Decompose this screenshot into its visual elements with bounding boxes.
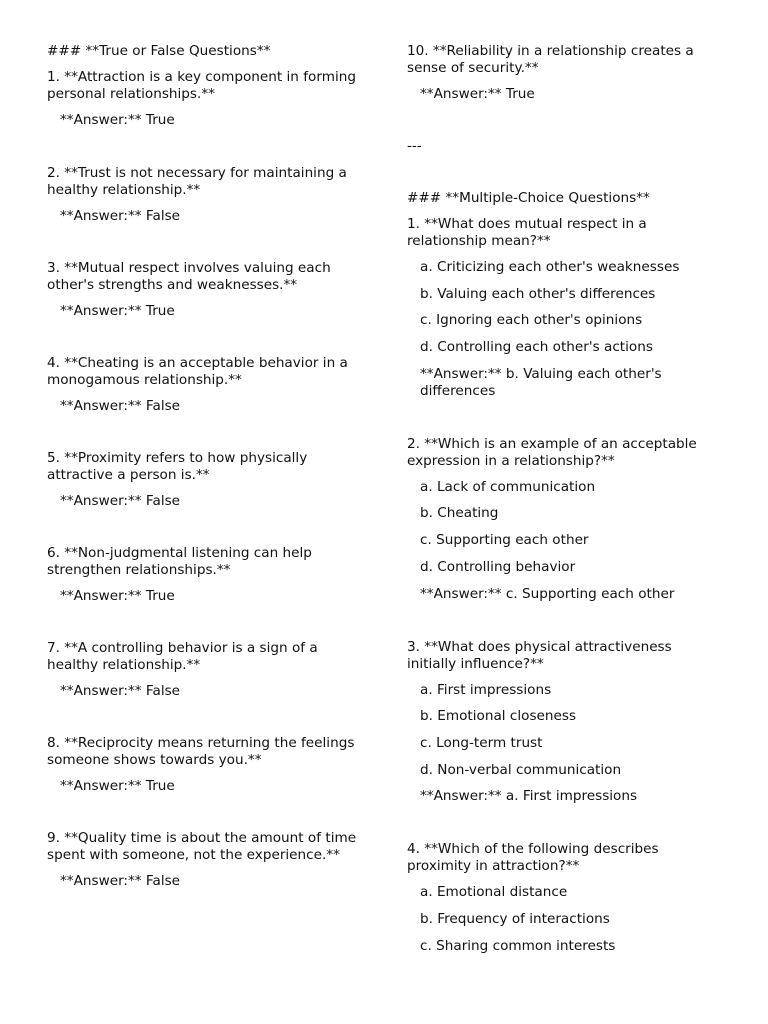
tf-answer: **Answer:** False xyxy=(60,208,181,224)
mc-item-2 xyxy=(407,436,719,603)
mc-item-4 xyxy=(407,841,719,954)
tf-question: 6. **Non-judgmental listening can help strengthen relationships.** xyxy=(47,545,312,578)
mc-option: d. Controlling each other's actions xyxy=(420,339,653,356)
tf-answer: **Answer:** False xyxy=(60,873,181,889)
tf-question: 2. **Trust is not necessary for maintaining a healthy relationship.** xyxy=(47,165,347,198)
mc-item-3 xyxy=(407,639,719,806)
tf-item-6 xyxy=(47,545,369,605)
mc-option: c. Sharing common interests xyxy=(420,937,616,954)
mc-answer: **Answer:** a. First impressions xyxy=(420,788,638,805)
separator: --- xyxy=(407,138,422,154)
tf-question: 9. **Quality time is about the amount of time spent with someone, not the experience.** xyxy=(47,830,357,863)
mc-option: c. Long-term trust xyxy=(420,734,543,751)
mc-question: 4. **Which of the following describes proximity in attraction?** xyxy=(407,841,659,875)
tf-answer: **Answer:** True xyxy=(60,588,175,604)
tf-item-8 xyxy=(47,735,369,795)
mc-option: a. Emotional distance xyxy=(420,884,568,901)
mc-option: b. Valuing each other's differences xyxy=(420,285,656,302)
tf-question: 7. **A controlling behavior is a sign of a healthy relationship.** xyxy=(47,640,318,673)
section-heading-true-false: ### **True or False Questions** xyxy=(47,43,271,59)
mc-question: 2. **Which is an example of an acceptable expression in a relationship?** xyxy=(407,435,697,469)
mc-question: 3. **What does physical attractiveness initially influence?** xyxy=(407,638,672,672)
mc-answer: **Answer:** b. Valuing each other's differences xyxy=(420,365,662,399)
right-column xyxy=(407,43,719,991)
tf-question: 5. **Proximity refers to how physically attractive a person is.** xyxy=(47,450,308,483)
mc-option: c. Ignoring each other's opinions xyxy=(420,312,643,329)
mc-option: b. Cheating xyxy=(420,505,499,522)
tf-item-7 xyxy=(47,640,369,700)
mc-option: d. Non-verbal communication xyxy=(420,761,622,778)
mc-option: d. Controlling behavior xyxy=(420,558,576,575)
mc-item-1 xyxy=(407,216,719,400)
tf-item-5 xyxy=(47,450,369,510)
tf-answer: **Answer:** True xyxy=(60,778,175,794)
tf-question-10: 10. **Reliability in a relationship creates a sense of security.** xyxy=(407,43,694,76)
mc-option: b. Frequency of interactions xyxy=(420,910,610,927)
tf-question: 4. **Cheating is an acceptable behavior in a monogamous relationship.** xyxy=(47,355,348,388)
mc-option: c. Supporting each other xyxy=(420,532,589,549)
tf-item-3 xyxy=(47,260,369,320)
left-column xyxy=(47,43,369,925)
mc-option: a. Criticizing each other's weaknesses xyxy=(420,259,680,275)
tf-item-1 xyxy=(47,69,369,129)
tf-question: 3. **Mutual respect involves valuing each other's strengths and weaknesses.** xyxy=(47,260,331,293)
tf-item-4 xyxy=(47,355,369,415)
mc-option: b. Emotional closeness xyxy=(420,708,577,725)
tf-answer: **Answer:** True xyxy=(60,112,175,128)
tf-question: 8. **Reciprocity means returning the feelings someone shows towards you.** xyxy=(47,735,355,768)
tf-answer: **Answer:** True xyxy=(60,303,175,319)
mc-question: 1. **What does mutual respect in a relationship mean?** xyxy=(407,216,647,249)
tf-item-2 xyxy=(47,165,369,225)
tf-answer-10: **Answer:** True xyxy=(420,86,535,102)
tf-question: 1. **Attraction is a key component in forming personal relationships.** xyxy=(47,69,356,102)
tf-item-9 xyxy=(47,830,369,890)
tf-answer: **Answer:** False xyxy=(60,398,181,414)
mc-option: a. First impressions xyxy=(420,681,552,698)
mc-answer: **Answer:** c. Supporting each other xyxy=(420,585,675,602)
section-heading-multiple-choice: ### **Multiple-Choice Questions** xyxy=(407,190,650,206)
mc-option: a. Lack of communication xyxy=(420,478,596,495)
tf-answer: **Answer:** False xyxy=(60,493,181,509)
tf-answer: **Answer:** False xyxy=(60,683,181,699)
